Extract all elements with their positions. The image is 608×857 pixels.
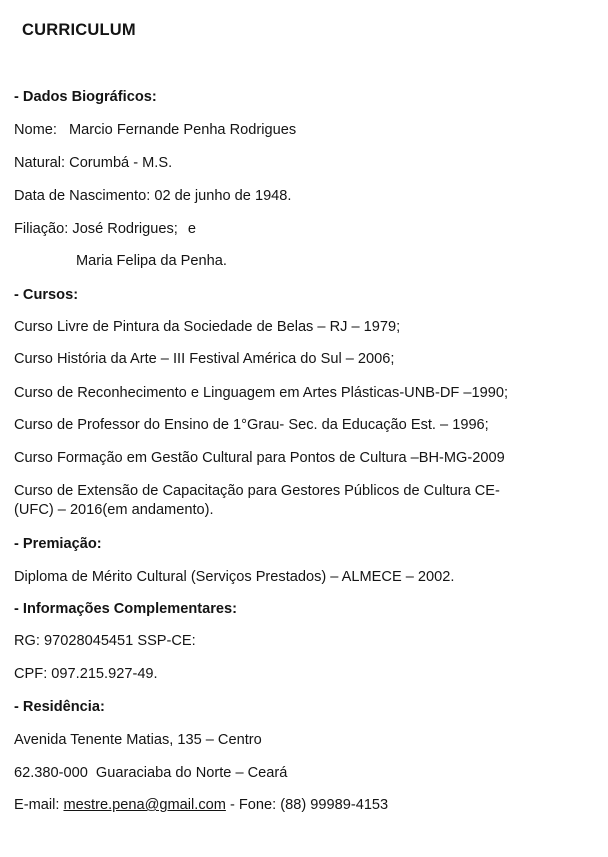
cpf-line: CPF: 097.215.927-49. (14, 666, 158, 682)
endereco-line: Avenida Tenente Matias, 135 – Centro (14, 732, 262, 748)
section-heading-informacoes: - Informações Complementares: (14, 601, 238, 617)
nome-label: Nome: (14, 122, 57, 138)
natural-line: Natural: Corumbá - M.S. (14, 155, 173, 171)
nome-line (14, 121, 296, 139)
cidade-value: Guaraciaba do Norte – Ceará (95, 765, 288, 781)
section-heading-premiacao: - Premiação: (14, 536, 102, 552)
filiacao-and: e (187, 221, 196, 237)
curso-item-multiline-1: Curso de Extensão de Capacitação para Gestores Públicos de Cultura CE- (14, 483, 500, 499)
fone-value: - Fone: (88) 99989-4153 (229, 797, 389, 813)
filiacao-mae-line: Maria Felipa da Penha. (76, 253, 227, 269)
section-heading-cursos: - Cursos: (14, 287, 79, 303)
section-heading-residencia: - Residência: (14, 699, 105, 715)
cep-value: 62.380-000 (14, 765, 88, 781)
email-link[interactable]: mestre.pena@gmail.com (63, 797, 226, 813)
curso-item-multiline-2: (UFC) – 2016(em andamento). (14, 502, 214, 518)
nome-value: Marcio Fernande Penha Rodrigues (68, 122, 297, 138)
cidade-line (14, 764, 287, 782)
curso-item: Curso de Professor do Ensino de 1°Grau- Sec. da Educação Est. – 1996; (14, 417, 489, 433)
filiacao-label: Filiação: José Rodrigues; (14, 221, 178, 237)
email-label: E-mail: (14, 797, 60, 813)
contato-line (14, 796, 388, 814)
curso-item: Curso de Reconhecimento e Linguagem em Artes Plásticas-UNB-DF –1990; (14, 385, 508, 401)
filiacao-line (14, 220, 196, 238)
nascimento-line: Data de Nascimento: 02 de junho de 1948. (14, 188, 292, 204)
curso-item: Curso Livre de Pintura da Sociedade de Belas – RJ – 1979; (14, 319, 401, 335)
section-heading-biografia: - Dados Biográficos: (14, 89, 157, 105)
curso-item: Curso História da Arte – III Festival América do Sul – 2006; (14, 351, 395, 367)
document-title: CURRICULUM (22, 21, 136, 39)
rg-line: RG: 97028045451 SSP-CE: (14, 633, 196, 649)
curso-item: Curso Formação em Gestão Cultural para Pontos de Cultura –BH-MG-2009 (14, 450, 505, 466)
premiacao-item: Diploma de Mérito Cultural (Serviços Prestados) – ALMECE – 2002. (14, 569, 455, 585)
